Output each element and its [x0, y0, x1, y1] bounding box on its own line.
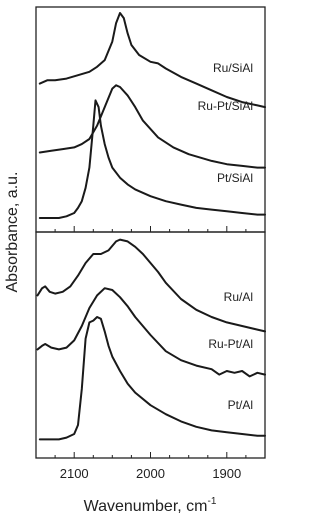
x-axis-tick-labels [60, 466, 242, 481]
top-panel-frame [36, 7, 265, 232]
trace-pt-sial [40, 100, 265, 218]
x-tick-label-1900: 1900 [212, 466, 242, 481]
trace-ru-al [38, 240, 266, 332]
x-axis-label-exponent: -1 [207, 496, 217, 507]
label-pt-sial: Pt/SiAl [216, 171, 253, 185]
label-ru-pt-al: Ru-Pt/Al [208, 337, 253, 351]
label-pt-al: Pt/Al [227, 398, 253, 412]
trace-pt-al [40, 317, 265, 439]
x-tick-label-2000: 2000 [136, 466, 165, 481]
y-axis-label: Absorbance, a.u. [4, 171, 21, 293]
label-ru-sial: Ru/SiAl [212, 61, 253, 75]
label-ru-al: Ru/Al [223, 290, 253, 304]
spectra-labels [198, 61, 253, 412]
x-axis-label-text: Wavenumber, cm [83, 498, 208, 515]
x-axis-label [84, 496, 217, 515]
x-tick-label-2100: 2100 [59, 466, 89, 481]
spectra-traces [38, 13, 266, 439]
label-ru-pt-sial: Ru-Pt/SiAl [197, 99, 253, 113]
